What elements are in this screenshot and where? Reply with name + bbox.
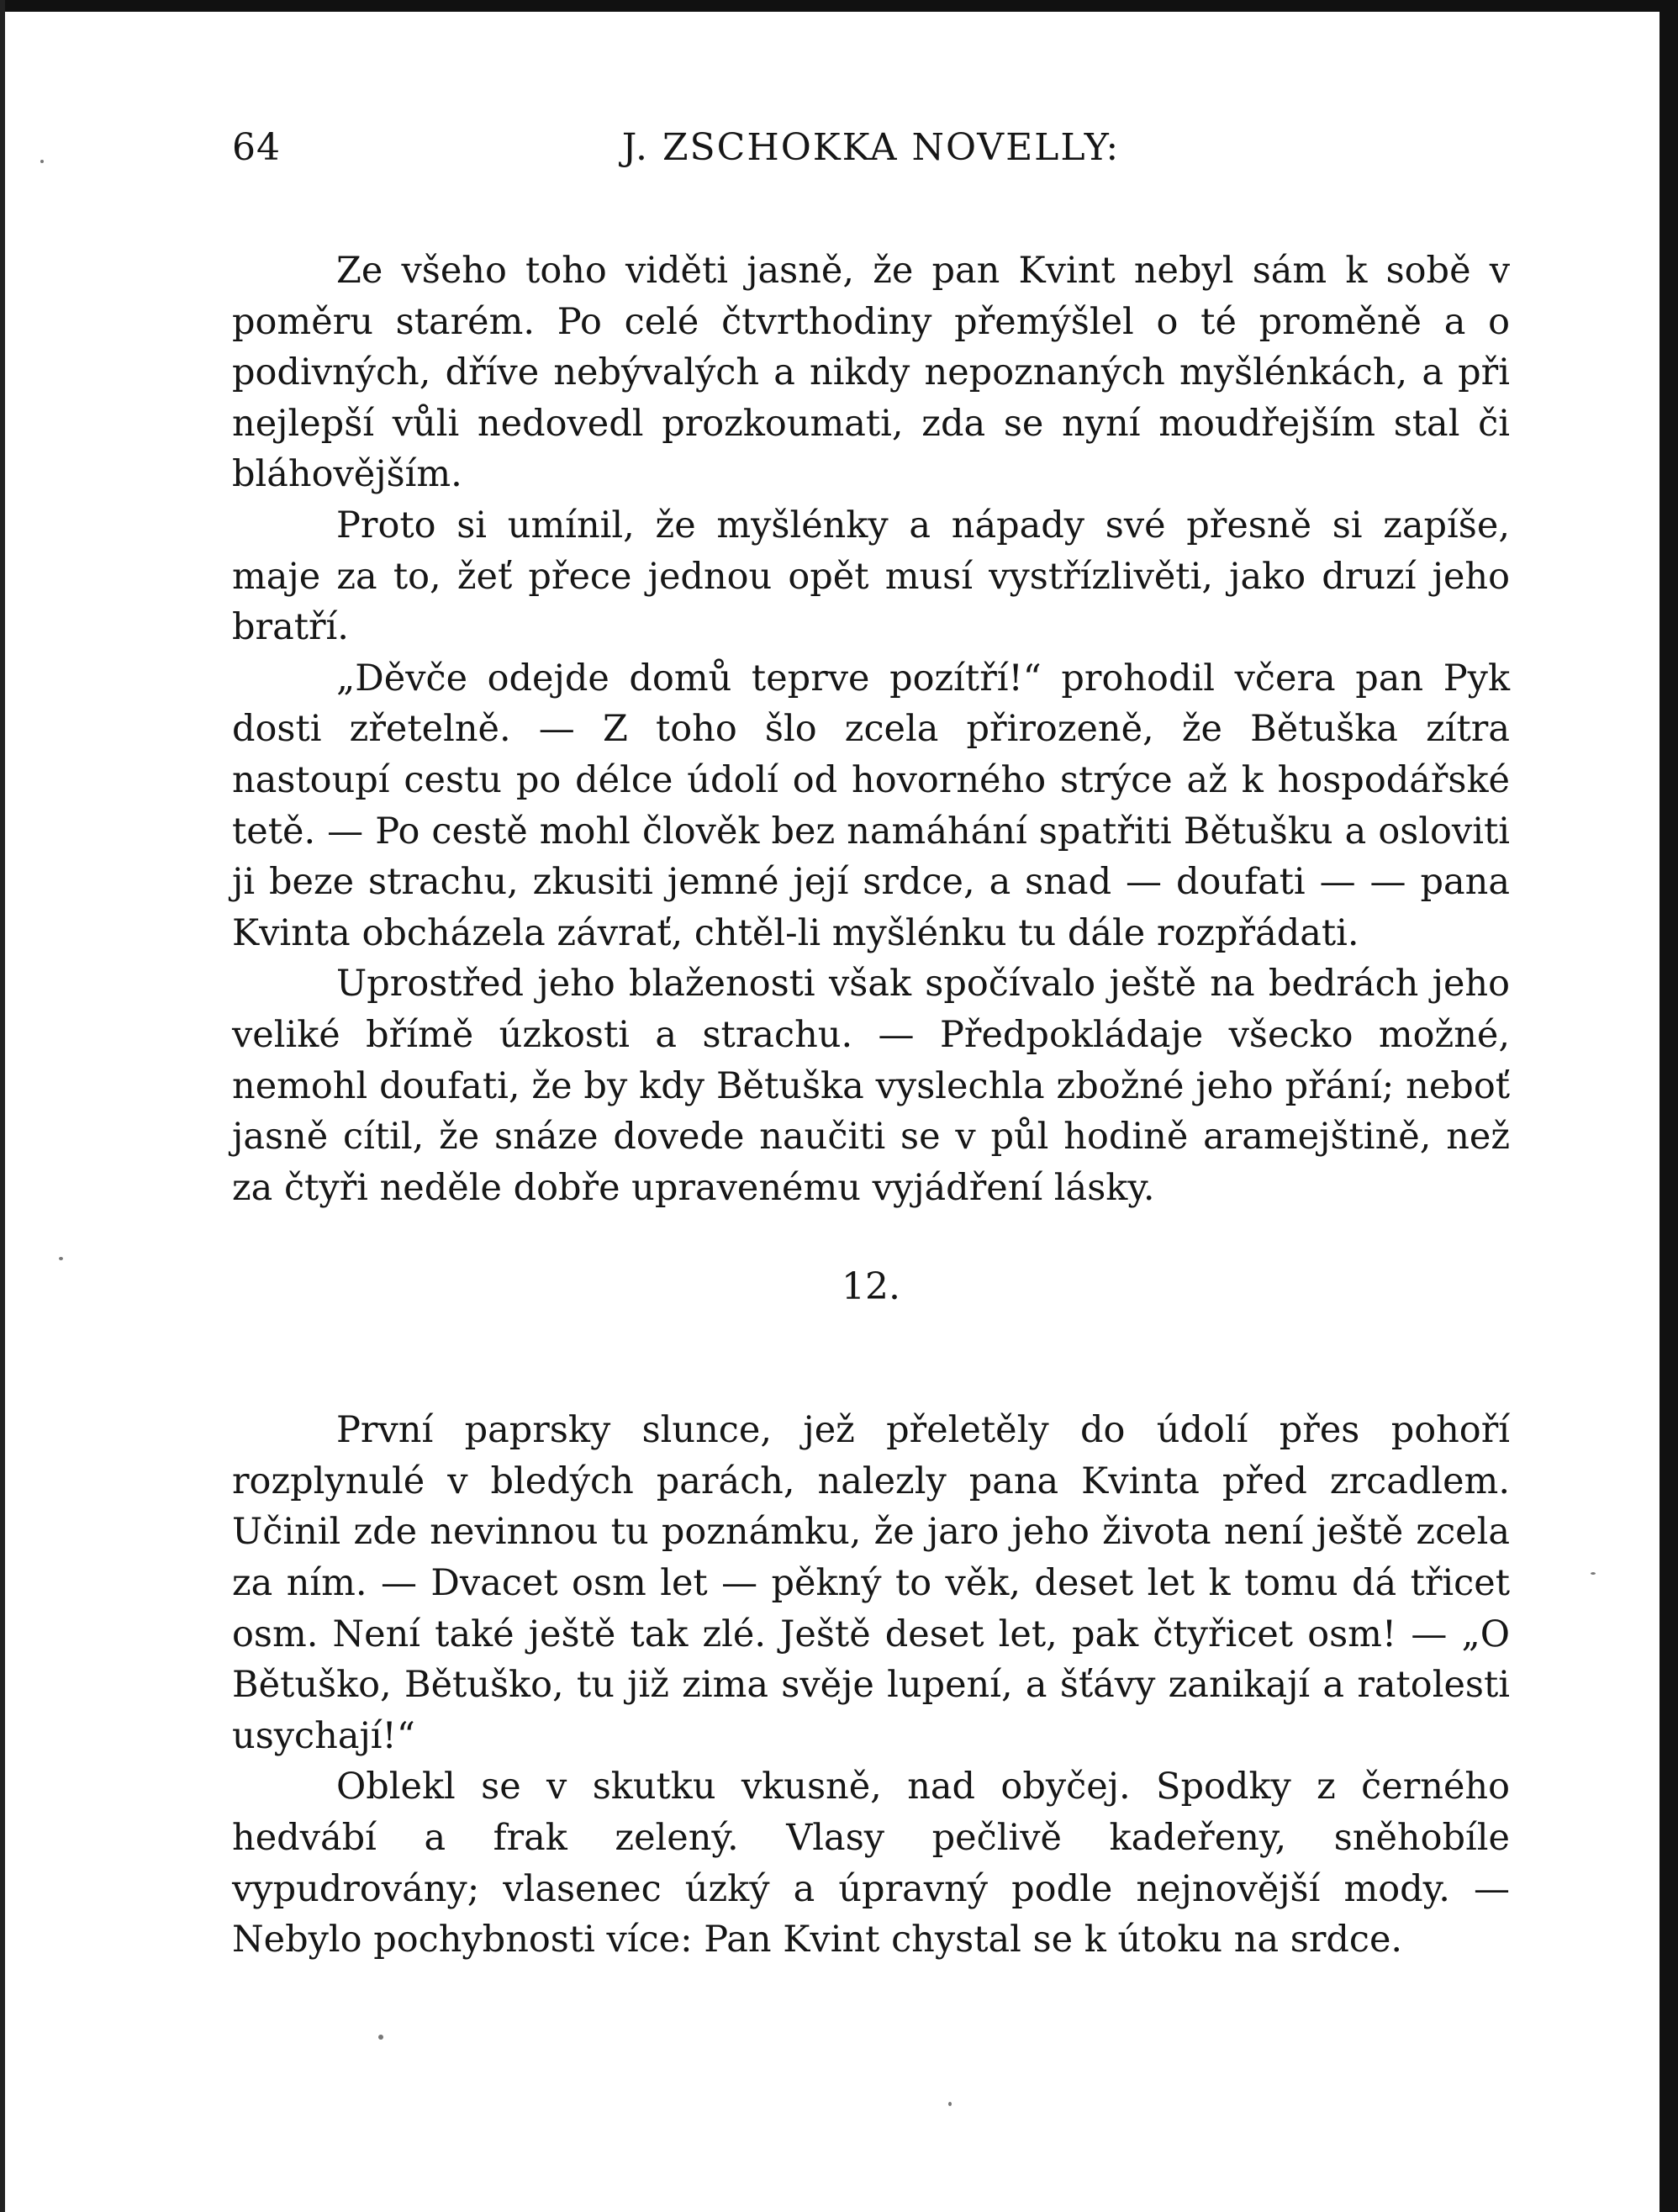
running-head [232, 118, 1510, 185]
scan-speck [59, 1257, 63, 1260]
scan-border-right [1660, 0, 1678, 2212]
paragraph: Proto si umínil, že myšlénky a nápady své přesně si zapíše, maje za to, žeť přece jednou opět musí vystřízlivěti, jako druzí jeho bratří. [232, 504, 1510, 649]
scan-speck [378, 2035, 383, 2040]
chapter-number: 12. [842, 1265, 900, 1309]
scan-speck [948, 2102, 952, 2106]
running-title: J. ZSCHOKKA NOVELLY: [621, 126, 1121, 169]
paragraph: První paprsky slunce, jež přeletěly do údolí přes pohoří rozplynulé v bledých parách, nalezly pana Kvinta před zrcadlem. Učinil zde nevinnou tu poznámku, že jaro jeho života není ještě zcela za ním. — Dvacet osm let — pěkný to věk, deset let k tomu dá třicet osm. Není také ještě tak zlé. Ještě deset let, pak čtyřicet osm! — „O Bětuško, Bětuško, tu již zima svěje lupení, a šťávy zanikají a ratolesti usychají!“ [232, 1409, 1510, 1757]
book-page [232, 118, 1510, 1966]
scan-border-top [0, 0, 1678, 12]
paragraph: Oblekl se v skutku vkusně, nad obyčej. Spodky z černého hedvábí a frak zelený. Vlasy pečlivě kadeřeny, sněhobíle vypudrovány; vlasenec úzký a úpravný podle nejnovější mody. — Nebylo pochybnosti více: Pan Kvint chystal se k útoku na srdce. [232, 1766, 1510, 1961]
paragraph: Uprostřed jeho blaženosti však spočívalo ještě na bedrách jeho veliké břímě úzkosti a strachu. — Předpokládaje všecko možné, nemohl doufati, že by kdy Bětuška vyslechla zbožné jeho přání; neboť jasně cítil, že snáze dovede naučiti se v půl hodině aramejštině, než za čtyři neděle dobře upravenému vyjádření lásky. [232, 963, 1510, 1209]
paragraph: „Děvče odejde domů teprve pozítří!“ prohodil včera pan Pyk dosti zřetelně. — Z toho šlo zcela přirozeně, že Bětuška zítra nastoupí cestu po délce údolí od hovorného strýce až k hospodářské tetě. — Po cestě mohl člověk bez namáhání spatřiti Bětušku a osloviti ji beze strachu, zkusiti jemné její srdce, a snad — doufati — — pana Kvinta obcházela závrať, chtěl-li myšlénku tu dále rozpřádati. [232, 657, 1510, 954]
body-text [232, 245, 1510, 1966]
page-number: 64 [232, 126, 281, 169]
scan-speck [1591, 1572, 1596, 1575]
paragraph: Ze všeho toho viděti jasně, že pan Kvint nebyl sám k sobě v poměru starém. Po celé čtvrthodiny přemýšlel o té proměně a o podivných, dříve nebývalých a nikdy nepoznaných myšlénkách, a při nejlepší vůli nedovedl prozkoumati, zda se nyní moudřejším stal či bláhovějším. [232, 250, 1510, 496]
scan-speck [40, 160, 44, 163]
scan-border-left [0, 0, 5, 2212]
